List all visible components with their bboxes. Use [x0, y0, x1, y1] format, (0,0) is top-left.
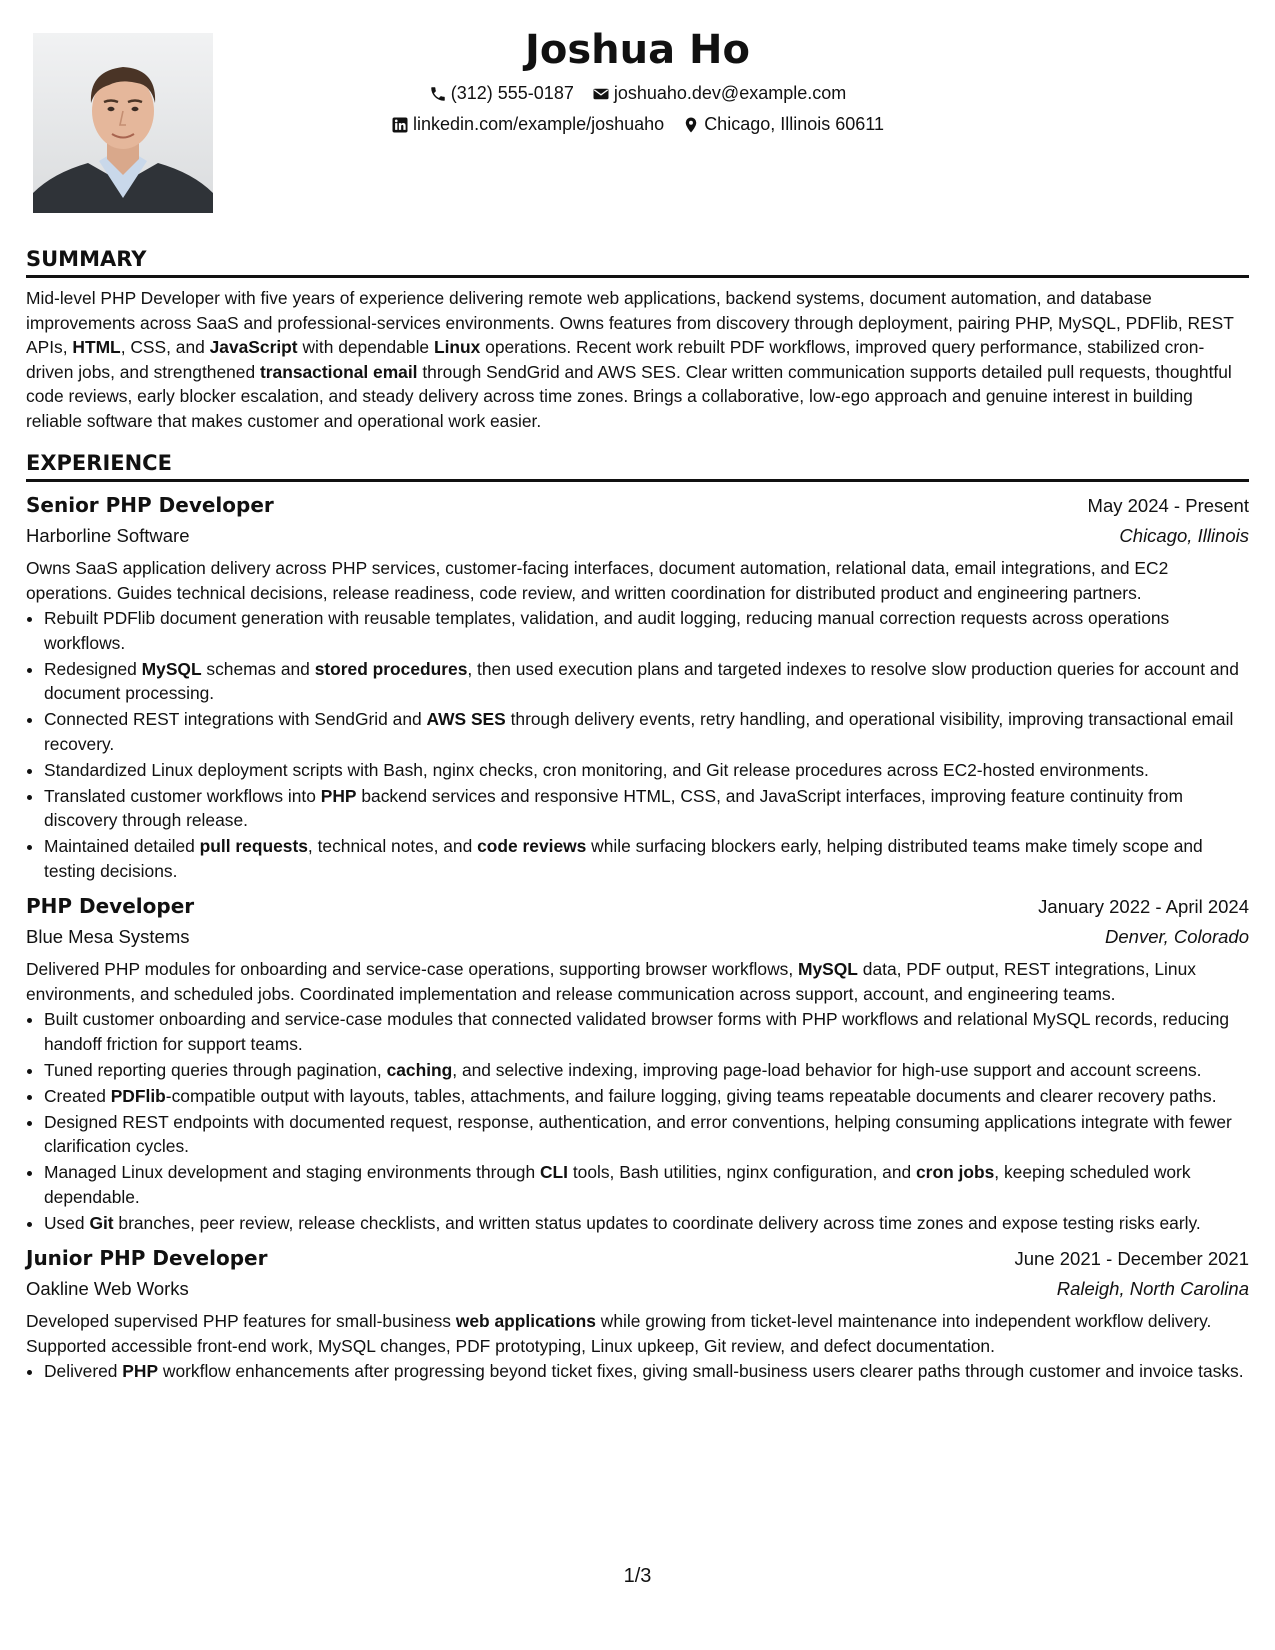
- location-text: Chicago, Illinois 60611: [704, 114, 884, 134]
- job-title: Junior PHP Developer: [26, 1246, 268, 1270]
- bullet-item: [44, 657, 1249, 706]
- text-run: Built customer onboarding and service-case modules that connected validated browser forms with PHP workflows and relational MySQL records, reducing handoff friction for support teams.: [44, 1009, 1230, 1054]
- text-run: branches, peer review, release checklists, and written status updates to coordinate delivery across time zones and expose testing risks early.: [113, 1212, 1201, 1233]
- candidate-name: Joshua Ho: [525, 27, 750, 73]
- bullet-item: [44, 1007, 1249, 1056]
- bold-keyword: cron jobs: [916, 1162, 995, 1182]
- phone-contact[interactable]: [429, 78, 574, 109]
- job-dates: January 2022 - April 2024: [1038, 896, 1249, 917]
- text-run: Connected REST integrations with SendGrid and: [44, 709, 427, 729]
- bold-keyword: PHP: [122, 1361, 159, 1381]
- job-bullets: [26, 1007, 1249, 1235]
- linkedin-url: linkedin.com/example/joshuaho: [413, 114, 665, 134]
- bold-keyword: PHP: [320, 785, 357, 806]
- contact-row-primary: [26, 78, 1249, 109]
- phone-number: (312) 555-0187: [450, 83, 574, 103]
- bold-keyword: MySQL: [141, 658, 202, 679]
- text-run: , technical notes, and: [307, 836, 478, 856]
- bold-keyword: Linux: [433, 337, 481, 357]
- job-bullets: [26, 1359, 1249, 1384]
- job-description: [26, 957, 1249, 1006]
- page-number: 1/3: [623, 1565, 652, 1587]
- bullet-item: [44, 707, 1249, 756]
- text-run: while surfacing blockers early, helping distributed teams make timely scope and testing decisions.: [44, 836, 1203, 881]
- bold-keyword: HTML: [72, 337, 121, 357]
- location-contact: [682, 109, 884, 140]
- bullet-item: [44, 606, 1249, 655]
- bullet-item: [44, 834, 1249, 883]
- email-contact[interactable]: [592, 78, 846, 109]
- text-run: -compatible output with layouts, tables, attachments, and failure logging, giving teams repeatable documents and clearer recovery paths.: [165, 1085, 1217, 1106]
- text-run: Designed REST endpoints with documented request, response, authentication, and error conventions, helping consuming applications integrate with fewer clarification cycles.: [44, 1111, 1232, 1156]
- text-run: Owns SaaS application delivery across PHP services, customer-facing interfaces, document automation, relational data, email integrations, and EC2 operations. Guides technical decisions, release readiness, code review, and written coordination for distributed product and engineering partners.: [26, 558, 1169, 603]
- text-run: , and selective indexing, improving page-load behavior for high-use support and account screens.: [452, 1059, 1202, 1080]
- bullet-item: [44, 1359, 1249, 1384]
- text-run: backend services and responsive HTML, CSS, and JavaScript interfaces, improving feature continuity from discovery through release.: [44, 785, 1183, 830]
- contact-row-secondary: [26, 109, 1249, 140]
- bold-keyword: transactional email: [259, 361, 418, 382]
- job-entry: [26, 891, 1249, 1235]
- phone-icon: [429, 85, 447, 103]
- text-run: tools, Bash utilities, nginx configuration, and: [567, 1162, 917, 1182]
- job-location: Chicago, Illinois: [1119, 525, 1249, 546]
- text-run: schemas and: [201, 658, 315, 679]
- linkedin-contact[interactable]: [391, 109, 664, 140]
- resume-header: [26, 22, 1249, 140]
- bold-keyword: code reviews: [477, 836, 587, 856]
- bullet-item: [44, 784, 1249, 833]
- job-description: [26, 1309, 1249, 1358]
- text-run: Standardized Linux deployment scripts with Bash, nginx checks, cron monitoring, and Git release procedures across EC2-hosted environments.: [44, 759, 1149, 780]
- job-title: Senior PHP Developer: [26, 493, 274, 517]
- summary-heading: SUMMARY: [26, 245, 1249, 278]
- text-run: Maintained detailed: [44, 836, 200, 856]
- experience-list: [26, 490, 1249, 1384]
- text-run: Tuned reporting queries through pagination,: [44, 1059, 387, 1080]
- bold-keyword: JavaScript: [209, 337, 298, 357]
- map-pin-icon: [682, 116, 700, 134]
- bullet-item: [44, 1160, 1249, 1209]
- email-address: joshuaho.dev@example.com: [613, 83, 847, 103]
- bold-keyword: AWS SES: [426, 709, 506, 729]
- company-name: Blue Mesa Systems: [26, 926, 190, 947]
- text-run: Used: [44, 1212, 90, 1233]
- job-dates: June 2021 - December 2021: [1014, 1248, 1249, 1269]
- job-location: Raleigh, North Carolina: [1056, 1278, 1249, 1299]
- bullet-item: [44, 1211, 1249, 1236]
- text-run: data, PDF output, REST integrations, Linux environments, and scheduled jobs. Coordinated implementation and release communication across support, account, and engineering teams.: [26, 959, 1196, 1004]
- resume-body: [26, 245, 1249, 1385]
- text-run: while growing from ticket-level maintenance into independent workflow delivery. Supported accessible front-end work, MySQL changes, PDF prototyping, Linux upkeep, Git review, and defect documentation.: [26, 1311, 1212, 1356]
- bold-keyword: web applications: [455, 1311, 596, 1331]
- text-run: Redesigned: [44, 658, 142, 679]
- job-entry: [26, 490, 1249, 883]
- text-run: through SendGrid and AWS SES. Clear written communication supports detailed pull requests, thoughtful code reviews, early blocker escalation, and steady delivery across time zones. Brings a collaborative, low-ego approach and genuine interest in building reliable software that makes customer and operational work easier.: [26, 361, 1232, 431]
- bold-keyword: MySQL: [798, 959, 858, 979]
- text-run: with dependable: [297, 337, 434, 357]
- envelope-icon: [592, 85, 610, 103]
- bold-keyword: Git: [89, 1212, 114, 1233]
- text-run: operations. Recent work rebuilt PDF workflows, improved query performance, stabilized cron-driven jobs, and strengthened: [26, 337, 1205, 382]
- job-title: PHP Developer: [26, 894, 195, 918]
- company-name: Harborline Software: [26, 525, 190, 546]
- bold-keyword: caching: [386, 1059, 453, 1080]
- job-entry: [26, 1243, 1249, 1384]
- text-run: workflow enhancements after progressing beyond ticket fixes, giving small-business users clearer paths through customer and invoice tasks.: [158, 1361, 1244, 1381]
- text-run: , CSS, and: [120, 337, 210, 357]
- bold-keyword: PDFlib: [110, 1085, 166, 1106]
- bullet-item: [44, 1058, 1249, 1083]
- text-run: Rebuilt PDFlib document generation with reusable templates, validation, and audit logging, reducing manual correction requests across operations workflows.: [44, 608, 1170, 653]
- text-run: Created: [44, 1085, 111, 1106]
- text-run: Translated customer workflows into: [44, 785, 321, 806]
- bold-keyword: pull requests: [199, 836, 308, 856]
- resume-page: [26, 0, 1249, 1650]
- job-dates: May 2024 - Present: [1087, 495, 1249, 516]
- text-run: through delivery events, retry handling, and operational visibility, improving transactional email recovery.: [44, 709, 1234, 754]
- text-run: Delivered PHP modules for onboarding and service-case operations, supporting browser workflows,: [26, 959, 799, 979]
- text-run: Managed Linux development and staging environments through: [44, 1162, 540, 1182]
- bullet-item: [44, 1110, 1249, 1159]
- job-location: Denver, Colorado: [1105, 926, 1249, 947]
- job-description: [26, 556, 1249, 605]
- text-run: Mid-level PHP Developer with five years of experience delivering remote web applications, backend systems, document automation, and database improvements across SaaS and professional-services environments. Owns features from discovery through deployment, pairing PHP, MySQL, PDFlib, REST APIs,: [26, 288, 1234, 357]
- summary-paragraph: [26, 286, 1249, 433]
- job-bullets: [26, 606, 1249, 883]
- company-name: Oakline Web Works: [26, 1278, 189, 1299]
- bullet-item: [44, 758, 1249, 783]
- text-run: , then used execution plans and targeted indexes to resolve slow production queries for account and document processing.: [44, 658, 1239, 703]
- bold-keyword: CLI: [539, 1162, 568, 1182]
- experience-heading: EXPERIENCE: [26, 449, 1249, 482]
- text-run: Delivered: [44, 1361, 123, 1381]
- text-run: , keeping scheduled work dependable.: [44, 1162, 1191, 1207]
- bold-keyword: stored procedures: [314, 658, 468, 679]
- bullet-item: [44, 1084, 1249, 1109]
- linkedin-icon: [391, 116, 409, 134]
- text-run: Developed supervised PHP features for small-business: [26, 1311, 456, 1331]
